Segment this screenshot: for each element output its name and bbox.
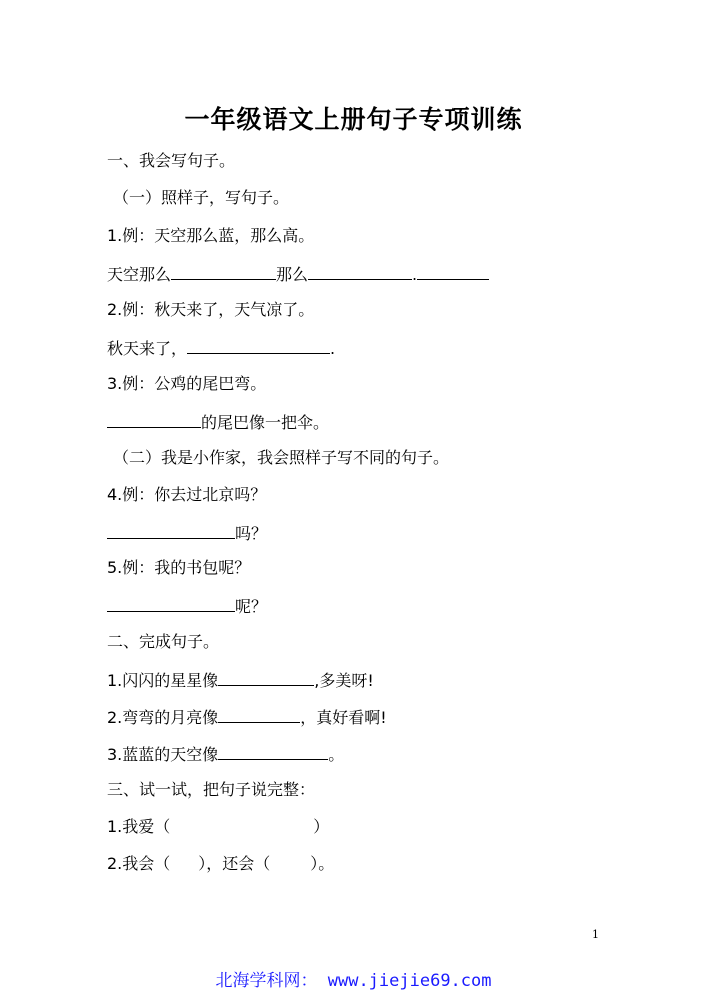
- s2-q2-blank[interactable]: [218, 705, 300, 723]
- q5-example: 5.例：我的书包呢？: [107, 558, 251, 577]
- s2-q2-prefix: 2.弯弯的月亮像: [107, 708, 219, 727]
- s3-q1-suffix: ）: [313, 817, 330, 836]
- footer-watermark: 北海学科网： www.jiejie69.com: [215, 971, 492, 991]
- q4-example: 4.例：你去过北京吗？: [107, 485, 267, 504]
- s3-q2-prefix: 2.我会（: [107, 854, 171, 873]
- s2-q2-line: [107, 705, 387, 729]
- q3-answer-line: [107, 410, 329, 434]
- s3-q2-line: [107, 853, 334, 875]
- s2-q1-prefix: 1.闪闪的星星像: [107, 671, 219, 690]
- q1-answer-prefix: 天空那么: [107, 265, 172, 284]
- q1-blank-3[interactable]: [417, 262, 489, 280]
- s2-q3-blank[interactable]: [218, 742, 328, 760]
- section1-heading: 一、我会写句子。: [107, 151, 236, 170]
- q3-answer-suffix: 的尾巴像一把伞。: [201, 413, 330, 432]
- s2-q3-suffix: 。: [328, 745, 345, 764]
- q1-answer-middle: 那么: [276, 265, 309, 284]
- q5-blank[interactable]: [107, 594, 235, 612]
- s3-q1-line: [107, 816, 329, 838]
- q1-example: 1.例：天空那么蓝，那么高。: [107, 226, 315, 245]
- q3-blank[interactable]: [107, 410, 201, 428]
- q2-example: 2.例：秋天来了，天气凉了。: [107, 300, 315, 319]
- section3-heading: 三、试一试，把句子说完整：: [107, 780, 316, 799]
- s2-q3-prefix: 3.蓝蓝的天空像: [107, 745, 219, 764]
- q1-blank-1[interactable]: [171, 262, 276, 280]
- q2-answer-prefix: 秋天来了，: [107, 339, 188, 358]
- s2-q2-suffix: ，真好看啊!: [300, 708, 387, 727]
- s2-q1-blank[interactable]: [218, 668, 314, 686]
- s3-q2-middle: ），还会（: [198, 854, 271, 873]
- s2-q1-suffix: ,多美呀!: [314, 671, 374, 690]
- page-number: 1: [592, 928, 599, 941]
- q1-blank-2[interactable]: [308, 262, 412, 280]
- q1-answer-period: .: [412, 265, 418, 284]
- part1-heading: （一）照样子，写句子。: [113, 188, 290, 207]
- s3-q1-prefix: 1.我爱（: [107, 817, 171, 836]
- q2-answer-line: [107, 336, 335, 360]
- part2-heading: （二）我是小作家，我会照样子写不同的句子。: [113, 448, 450, 467]
- q5-answer-line: [107, 594, 267, 618]
- q4-answer-line: [107, 521, 267, 545]
- q4-blank[interactable]: [107, 521, 235, 539]
- s2-q3-line: [107, 742, 344, 766]
- q5-answer-suffix: 呢？: [235, 597, 268, 616]
- q4-answer-suffix: 吗？: [235, 524, 268, 543]
- s3-q2-suffix: ）。: [310, 854, 335, 873]
- q3-example: 3.例：公鸡的尾巴弯。: [107, 374, 267, 393]
- section2-heading: 二、完成句子。: [107, 632, 220, 651]
- q2-answer-period: .: [330, 339, 336, 358]
- s2-q1-line: [107, 668, 374, 692]
- page-title: 一年级语文上册句子专项训练: [184, 105, 523, 134]
- q1-answer-line: [107, 262, 489, 286]
- q2-blank[interactable]: [187, 336, 330, 354]
